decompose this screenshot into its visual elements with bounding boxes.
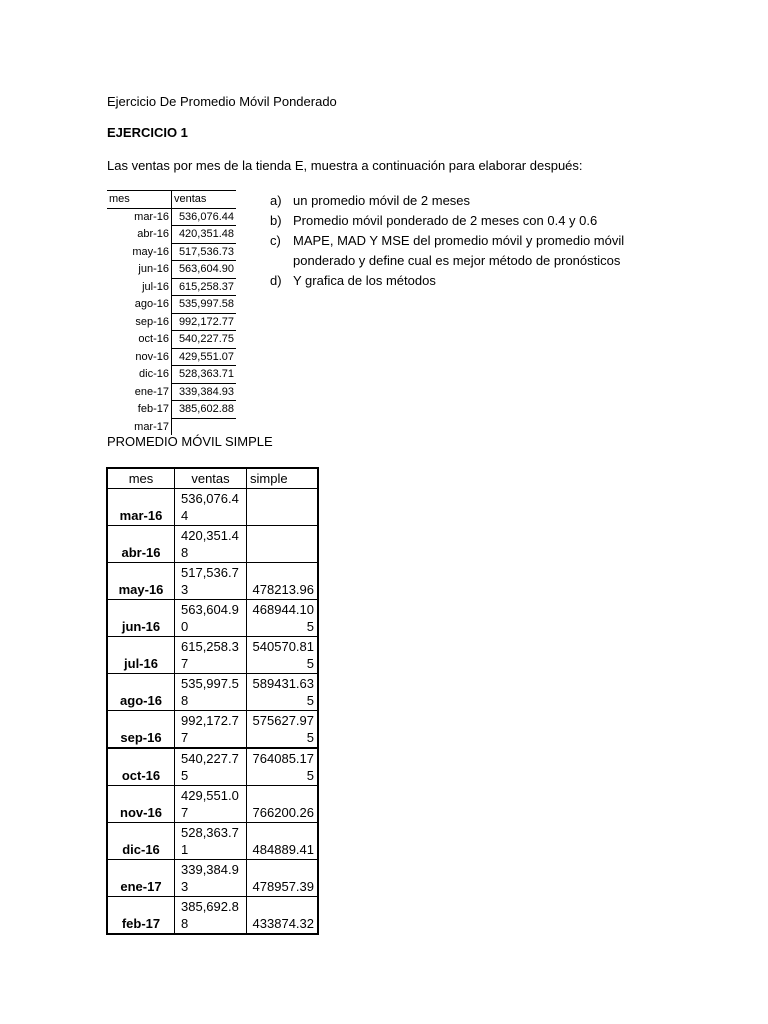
sales-cell: 339,384.93	[172, 383, 237, 401]
month-cell: may-16	[107, 563, 175, 600]
intro-text: Las ventas por mes de la tienda E, muestra a continuación para elaborar después:	[107, 158, 583, 173]
month-cell: dic-16	[107, 823, 175, 860]
month-cell: mar-16	[107, 208, 172, 226]
table-row	[107, 860, 318, 897]
sales-data-table	[107, 190, 236, 435]
month-cell: sep-16	[107, 711, 175, 749]
table-row	[107, 348, 236, 366]
month-cell: jul-16	[107, 637, 175, 674]
sales-cell: 528,363.71	[175, 823, 247, 860]
table-row	[107, 208, 236, 226]
month-cell: ago-16	[107, 296, 172, 314]
table-row	[107, 366, 236, 384]
sales-cell: 536,076.44	[175, 489, 247, 526]
sales-cell: 615,258.37	[175, 637, 247, 674]
month-cell: nov-16	[107, 348, 172, 366]
table-row	[107, 786, 318, 823]
task-text: un promedio móvil de 2 meses	[293, 193, 471, 208]
task-item	[270, 231, 653, 271]
month-cell: dic-16	[107, 366, 172, 384]
table-row	[107, 261, 236, 279]
table-row	[107, 563, 318, 600]
sales-cell: 992,172.77	[175, 711, 247, 749]
section-title-simple: PROMEDIO MÓVIL SIMPLE	[107, 434, 273, 449]
table-row	[107, 296, 236, 314]
sales-cell: 563,604.90	[172, 261, 237, 279]
month-cell: abr-16	[107, 526, 175, 563]
sales-cell: 992,172.77	[172, 313, 237, 331]
sales-cell: 540,227.75	[172, 331, 237, 349]
table-header-row	[107, 468, 318, 489]
month-cell: feb-17	[107, 897, 175, 935]
simple-average-cell	[247, 526, 319, 563]
sales-cell: 536,076.44	[172, 208, 237, 226]
document-title: Ejercicio De Promedio Móvil Ponderado	[107, 94, 337, 109]
sales-cell: 528,363.71	[172, 366, 237, 384]
table-row	[107, 897, 318, 935]
simple-average-cell: 540570.815	[247, 637, 319, 674]
month-cell: sep-16	[107, 313, 172, 331]
simple-average-cell: 478213.96	[247, 563, 319, 600]
month-cell: oct-16	[107, 331, 172, 349]
month-cell: jun-16	[107, 261, 172, 279]
month-cell: ago-16	[107, 674, 175, 711]
table-header-row	[107, 191, 236, 209]
month-cell: mar-16	[107, 489, 175, 526]
header-mes: mes	[107, 468, 175, 489]
sales-cell: 563,604.90	[175, 600, 247, 637]
simple-average-cell: 589431.635	[247, 674, 319, 711]
table-row	[107, 243, 236, 261]
sales-cell: 385,602.88	[172, 401, 237, 419]
month-cell: mar-17	[107, 418, 172, 435]
simple-average-cell: 478957.39	[247, 860, 319, 897]
month-cell: jul-16	[107, 278, 172, 296]
table-row	[107, 489, 318, 526]
simple-moving-average-table	[106, 467, 319, 935]
sales-cell: 517,536.73	[172, 243, 237, 261]
task-text: Promedio móvil ponderado de 2 meses con 0.4 y 0.6	[293, 213, 598, 228]
table-row	[107, 418, 236, 435]
simple-average-cell: 575627.975	[247, 711, 319, 749]
task-label: b)	[270, 213, 282, 228]
month-cell: nov-16	[107, 786, 175, 823]
task-item	[270, 271, 653, 291]
month-cell: may-16	[107, 243, 172, 261]
sales-cell: 385,692.88	[175, 897, 247, 935]
month-cell: abr-16	[107, 226, 172, 244]
table-row	[107, 823, 318, 860]
month-cell: ene-17	[107, 860, 175, 897]
table-row	[107, 711, 318, 749]
task-text: Y grafica de los métodos	[293, 273, 436, 288]
table-row	[107, 401, 236, 419]
header-cell: mes	[107, 191, 172, 209]
task-label: c)	[270, 233, 281, 248]
exercise-label: EJERCICIO 1	[107, 125, 188, 140]
sales-cell: 420,351.48	[172, 226, 237, 244]
table-row	[107, 600, 318, 637]
table-row	[107, 526, 318, 563]
table-row	[107, 278, 236, 296]
month-cell: jun-16	[107, 600, 175, 637]
sales-cell: 339,384.93	[175, 860, 247, 897]
month-cell: oct-16	[107, 748, 175, 786]
sales-cell: 517,536.73	[175, 563, 247, 600]
header-ventas: ventas	[175, 468, 247, 489]
table-row	[107, 637, 318, 674]
table-row	[107, 748, 318, 786]
task-label: a)	[270, 193, 282, 208]
task-label: d)	[270, 273, 282, 288]
sales-cell: 535,997.58	[172, 296, 237, 314]
table-row	[107, 331, 236, 349]
sales-cell: 535,997.58	[175, 674, 247, 711]
simple-average-cell: 468944.105	[247, 600, 319, 637]
sales-cell: 420,351.48	[175, 526, 247, 563]
table-row	[107, 226, 236, 244]
sales-cell	[172, 418, 237, 435]
task-item	[270, 211, 653, 231]
table-row	[107, 313, 236, 331]
sales-cell: 615,258.37	[172, 278, 237, 296]
sales-cell: 429,551.07	[175, 786, 247, 823]
month-cell: ene-17	[107, 383, 172, 401]
month-cell: feb-17	[107, 401, 172, 419]
simple-average-cell: 766200.26	[247, 786, 319, 823]
simple-average-cell	[247, 489, 319, 526]
task-list	[270, 191, 653, 291]
sales-cell: 429,551.07	[172, 348, 237, 366]
header-cell: ventas	[172, 191, 237, 209]
table-row	[107, 674, 318, 711]
simple-average-cell: 433874.32	[247, 897, 319, 935]
sales-cell: 540,227.75	[175, 748, 247, 786]
header-simple: simple	[247, 468, 319, 489]
simple-average-cell: 484889.41	[247, 823, 319, 860]
task-text: MAPE, MAD Y MSE del promedio móvil y promedio móvil ponderado y define cual es mejor método de pronósticos	[293, 233, 625, 268]
simple-average-cell: 764085.175	[247, 748, 319, 786]
table-row	[107, 383, 236, 401]
task-item	[270, 191, 653, 211]
